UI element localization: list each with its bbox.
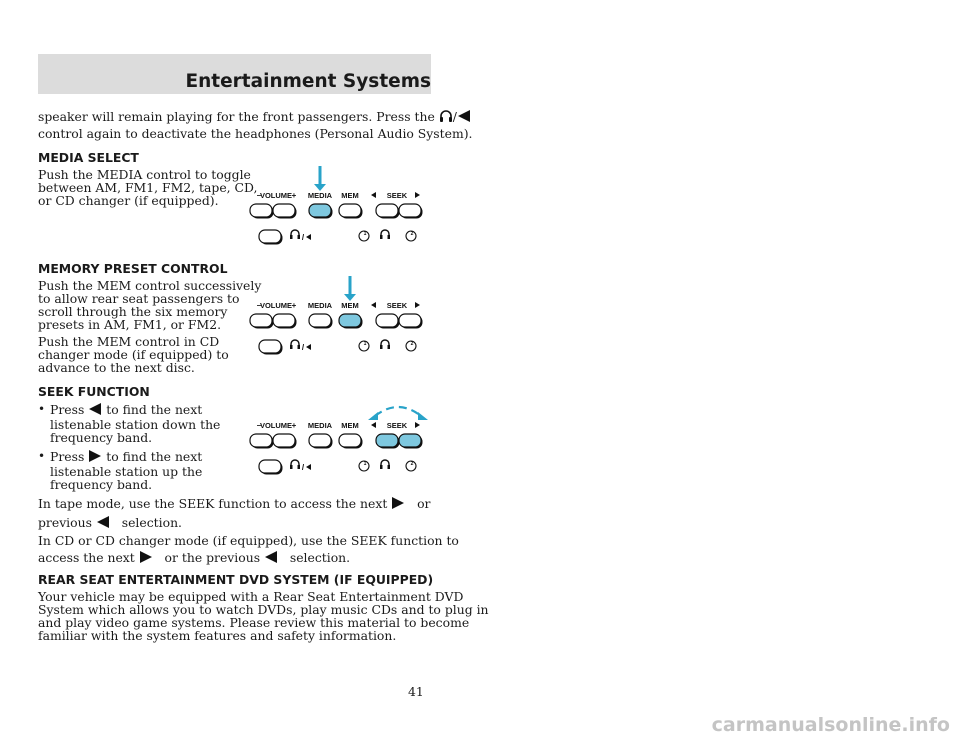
seek-arrow-head-left	[368, 412, 378, 420]
volume-label: VOLUME	[259, 191, 293, 200]
tape-mode-text-or: or	[417, 496, 431, 511]
seek-down-button	[376, 314, 398, 327]
seek-down-icon	[96, 515, 110, 529]
volume-down-button	[250, 434, 272, 447]
seek-down-label-icon	[371, 192, 376, 198]
headphones-icon	[380, 460, 390, 469]
jack-2-label: 2	[410, 341, 414, 347]
media-label: MEDIA	[307, 301, 333, 310]
memory-preset-line: changer mode (if equipped) to	[38, 347, 229, 362]
headphone-toggle-button	[259, 460, 281, 473]
media-select-line: between AM, FM1, FM2, tape, CD,	[38, 180, 258, 195]
volume-down-button	[250, 204, 272, 217]
seek-bullet-1-line: frequency band.	[50, 430, 153, 445]
seek-bullet-2-line: listenable station up the	[50, 464, 203, 479]
jack-1-label: 1	[363, 341, 367, 347]
seek-bullet-1	[50, 402, 202, 417]
media-select-heading: MEDIA SELECT	[38, 150, 139, 165]
headphone-toggle-button	[259, 340, 281, 353]
seek-up-icon	[391, 496, 405, 510]
headphones-icon	[380, 230, 390, 239]
media-label: MEDIA	[307, 421, 333, 430]
jack-1-label: 1	[363, 461, 367, 467]
volume-plus-label: +	[291, 191, 297, 200]
slash-label: /	[301, 233, 305, 242]
pointer-arrow-head	[314, 184, 326, 191]
seek-bullet-1-line: listenable station down the	[50, 417, 221, 432]
slash-label: /	[301, 343, 305, 352]
seek-up-icon	[88, 449, 102, 463]
control-panel-mem	[240, 270, 440, 370]
seek-up-button	[399, 434, 421, 447]
media-button	[309, 314, 331, 327]
memory-preset-line: presets in AM, FM1, or FM2.	[38, 317, 222, 332]
volume-label: VOLUME	[259, 421, 293, 430]
cd-mode-line-1: In CD or CD changer mode (if equipped), use the SEEK function to	[38, 533, 459, 548]
volume-plus-label: +	[291, 301, 297, 310]
mem-button	[339, 204, 361, 217]
seek-down-icon	[264, 550, 278, 564]
seek-down-button	[376, 204, 398, 217]
seek-label: SEEK	[386, 191, 408, 200]
intro-separator: /	[452, 109, 457, 124]
pointer-arrow-shaft	[319, 166, 322, 184]
seek-up-button	[399, 204, 421, 217]
pointer-arrow-head	[344, 294, 356, 301]
bullet-dot: •	[38, 449, 46, 463]
headphone-toggle-button	[259, 230, 281, 243]
seek-arrow-head-right	[418, 412, 428, 420]
seek-down-button	[376, 434, 398, 447]
page-number: 41	[408, 684, 424, 699]
jack-2-label: 2	[410, 461, 414, 467]
volume-up-button	[273, 204, 295, 217]
seek-up-label-icon	[415, 422, 420, 428]
intro-line-1	[38, 109, 471, 124]
seek-function-heading: SEEK FUNCTION	[38, 384, 150, 399]
seek-down-icon	[457, 109, 471, 123]
seek-down-label-icon	[371, 422, 376, 428]
tape-mode-line-2	[38, 515, 182, 530]
volume-up-button	[273, 434, 295, 447]
seek-bullet-2	[50, 449, 202, 464]
media-button	[309, 434, 331, 447]
watermark: carmanualsonline.info	[711, 714, 950, 736]
cd-mode-selection: selection.	[289, 550, 351, 565]
seek-up-icon	[139, 550, 153, 564]
media-select-line: or CD changer (if equipped).	[38, 193, 219, 208]
media-button	[309, 204, 331, 217]
seek-bullet-2-line: frequency band.	[50, 477, 153, 492]
seek-down-icon	[306, 464, 311, 470]
header-band	[38, 54, 431, 94]
seek-bullet-1-post: to find the next	[106, 402, 203, 417]
seek-up-label-icon	[415, 192, 420, 198]
mem-label: MEM	[341, 191, 359, 200]
seek-curve-arrow	[375, 407, 421, 416]
memory-preset-line: Push the MEM control successively	[38, 278, 262, 293]
seek-bullet-1-pre: Press	[50, 402, 85, 417]
cd-mode-line-2	[38, 550, 350, 565]
tape-mode-previous: previous	[38, 515, 92, 530]
rear-dvd-line: System which allows you to watch DVDs, play music CDs and to plug in	[38, 602, 489, 617]
mem-button	[339, 434, 361, 447]
volume-down-button	[250, 314, 272, 327]
page-title: Entertainment Systems	[185, 71, 431, 92]
seek-down-icon	[306, 234, 311, 240]
intro-line-1-text: speaker will remain playing for the front passengers. Press the	[38, 109, 435, 124]
headphones-icon	[290, 230, 300, 239]
bullet-dot: •	[38, 402, 46, 416]
control-panel-seek	[240, 390, 440, 490]
seek-label: SEEK	[386, 421, 408, 430]
headphones-icon	[290, 460, 300, 469]
media-select-line: Push the MEDIA control to toggle	[38, 167, 251, 182]
tape-mode-text: In tape mode, use the SEEK function to access the next	[38, 496, 388, 511]
seek-down-icon	[88, 402, 102, 416]
rear-dvd-line: Your vehicle may be equipped with a Rear Seat Entertainment DVD	[38, 589, 464, 604]
volume-minus-label: –	[256, 301, 262, 310]
seek-down-icon	[306, 344, 311, 350]
memory-preset-line: scroll through the six memory	[38, 304, 228, 319]
cd-mode-previous: or the previous	[164, 550, 261, 565]
intro-line-2: control again to deactivate the headphones (Personal Audio System).	[38, 126, 473, 141]
memory-preset-line: Push the MEM control in CD	[38, 334, 220, 349]
media-label: MEDIA	[307, 191, 333, 200]
seek-label: SEEK	[386, 301, 408, 310]
volume-label: VOLUME	[259, 301, 293, 310]
memory-preset-line: advance to the next disc.	[38, 360, 195, 375]
memory-preset-heading: MEMORY PRESET CONTROL	[38, 261, 228, 276]
seek-bullet-2-pre: Press	[50, 449, 85, 464]
headphones-icon	[380, 340, 390, 349]
seek-bullet-2-post: to find the next	[106, 449, 203, 464]
memory-preset-line: to allow rear seat passengers to	[38, 291, 240, 306]
pointer-arrow-shaft	[349, 276, 352, 294]
slash-label: /	[301, 463, 305, 472]
control-panel-media	[240, 160, 440, 260]
mem-label: MEM	[341, 301, 359, 310]
rear-dvd-line: familiar with the system features and safety information.	[38, 628, 397, 643]
seek-up-button	[399, 314, 421, 327]
seek-up-label-icon	[415, 302, 420, 308]
volume-up-button	[273, 314, 295, 327]
seek-down-label-icon	[371, 302, 376, 308]
rear-dvd-heading: REAR SEAT ENTERTAINMENT DVD SYSTEM (IF EQUIPPED)	[38, 572, 434, 587]
rear-dvd-line: and play video game systems. Please review this material to become	[38, 615, 470, 630]
headphones-icon	[439, 109, 453, 123]
jack-2-label: 2	[410, 231, 414, 237]
cd-mode-next: access the next	[38, 550, 135, 565]
tape-mode-line-1	[38, 496, 430, 511]
volume-plus-label: +	[291, 421, 297, 430]
volume-minus-label: –	[256, 421, 262, 430]
volume-minus-label: –	[256, 191, 262, 200]
mem-label: MEM	[341, 421, 359, 430]
tape-mode-selection: selection.	[121, 515, 182, 530]
mem-button	[339, 314, 361, 327]
headphones-icon	[290, 340, 300, 349]
jack-1-label: 1	[363, 231, 367, 237]
